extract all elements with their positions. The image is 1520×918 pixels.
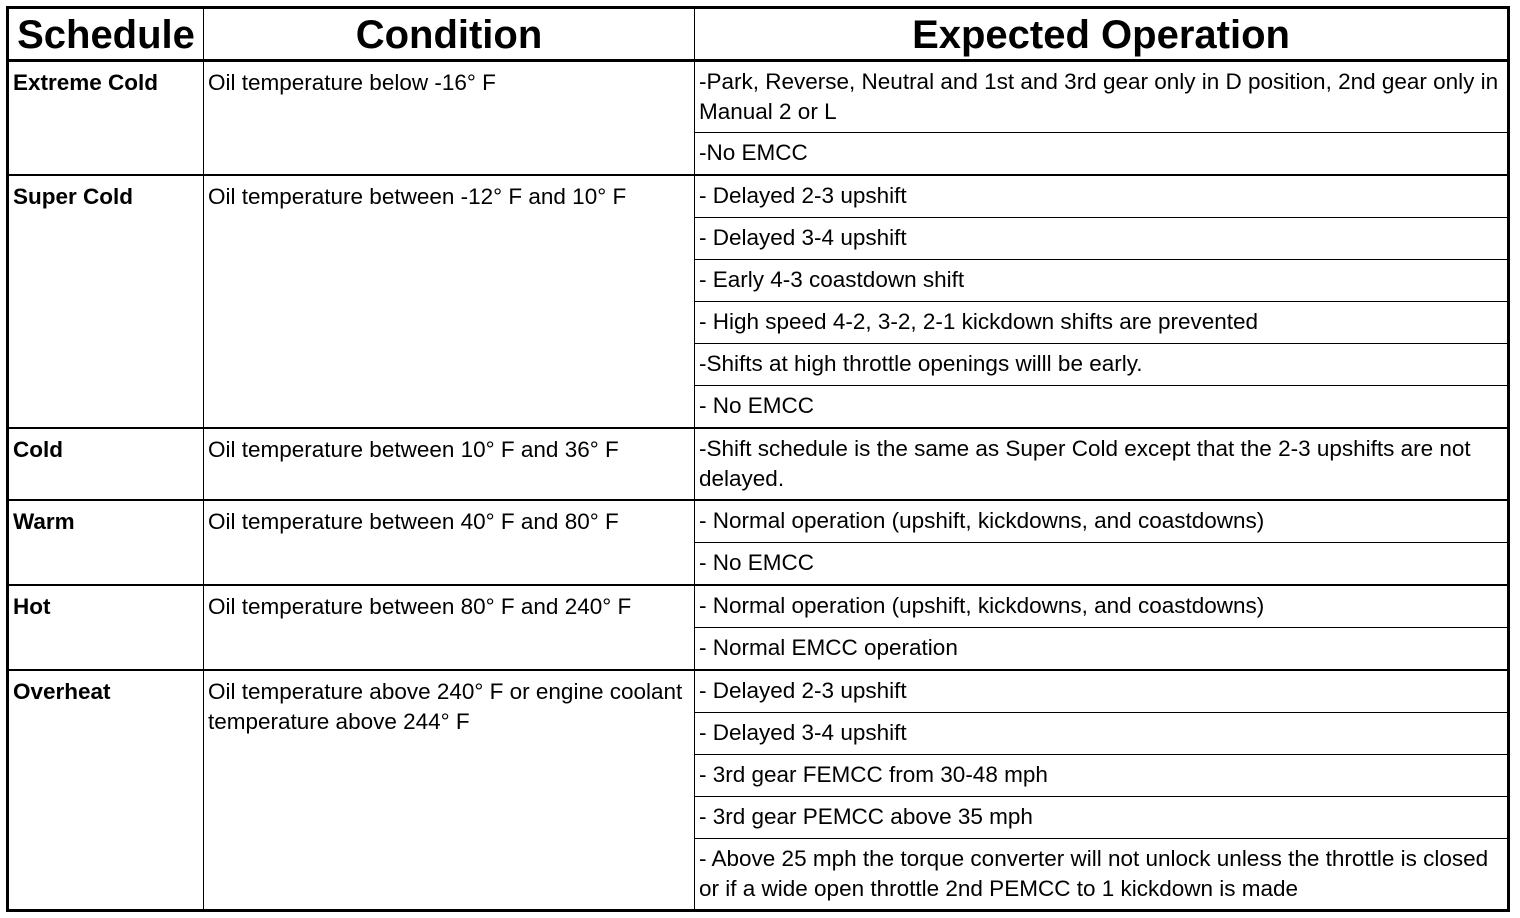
table-body bbox=[8, 61, 1509, 911]
header-schedule: Schedule bbox=[8, 8, 204, 61]
expected-operation-cell: -Park, Reverse, Neutral and 1st and 3rd gear only in D position, 2nd gear only in Manual 2 or L bbox=[695, 61, 1509, 133]
condition-cell: Oil temperature below -16° F bbox=[204, 61, 695, 176]
condition-cell: Oil temperature between 10° F and 36° F bbox=[204, 428, 695, 500]
expected-operation-cell: - Early 4-3 coastdown shift bbox=[695, 260, 1509, 302]
table-row bbox=[8, 428, 1509, 500]
condition-cell: Oil temperature above 240° F or engine coolant temperature above 244° F bbox=[204, 670, 695, 911]
schedule-cell: Super Cold bbox=[8, 175, 204, 428]
expected-operation-cell: - Normal operation (upshift, kickdowns, and coastdowns) bbox=[695, 500, 1509, 543]
expected-operation-cell: - Delayed 3-4 upshift bbox=[695, 218, 1509, 260]
header-condition: Condition bbox=[204, 8, 695, 61]
condition-cell: Oil temperature between -12° F and 10° F bbox=[204, 175, 695, 428]
schedule-cell: Overheat bbox=[8, 670, 204, 911]
expected-operation-cell: - 3rd gear PEMCC above 35 mph bbox=[695, 797, 1509, 839]
table-row bbox=[8, 175, 1509, 218]
expected-operation-cell: - High speed 4-2, 3-2, 2-1 kickdown shifts are prevented bbox=[695, 302, 1509, 344]
expected-operation-cell: - Delayed 2-3 upshift bbox=[695, 670, 1509, 713]
schedule-cell: Extreme Cold bbox=[8, 61, 204, 176]
schedule-cell: Warm bbox=[8, 500, 204, 585]
expected-operation-cell: - Normal operation (upshift, kickdowns, and coastdowns) bbox=[695, 585, 1509, 628]
expected-operation-cell: -No EMCC bbox=[695, 133, 1509, 176]
expected-operation-cell: -Shifts at high throttle openings willl be early. bbox=[695, 344, 1509, 386]
schedule-cell: Hot bbox=[8, 585, 204, 670]
expected-operation-cell: - 3rd gear FEMCC from 30-48 mph bbox=[695, 755, 1509, 797]
table-row bbox=[8, 500, 1509, 543]
expected-operation-cell: - Above 25 mph the torque converter will not unlock unless the throttle is closed or if a wide open throttle 2nd PEMCC to 1 kickdown is made bbox=[695, 839, 1509, 911]
condition-cell: Oil temperature between 40° F and 80° F bbox=[204, 500, 695, 585]
schedule-cell: Cold bbox=[8, 428, 204, 500]
table-row bbox=[8, 61, 1509, 133]
header-expected-operation: Expected Operation bbox=[695, 8, 1509, 61]
table-row bbox=[8, 585, 1509, 628]
expected-operation-cell: - Delayed 2-3 upshift bbox=[695, 175, 1509, 218]
condition-cell: Oil temperature between 80° F and 240° F bbox=[204, 585, 695, 670]
expected-operation-cell: - No EMCC bbox=[695, 386, 1509, 429]
expected-operation-cell: -Shift schedule is the same as Super Cold except that the 2-3 upshifts are not delayed. bbox=[695, 428, 1509, 500]
expected-operation-cell: - Normal EMCC operation bbox=[695, 628, 1509, 671]
expected-operation-cell: - No EMCC bbox=[695, 543, 1509, 586]
shift-schedule-table bbox=[6, 6, 1510, 912]
table-row bbox=[8, 670, 1509, 713]
header-row bbox=[8, 8, 1509, 61]
expected-operation-cell: - Delayed 3-4 upshift bbox=[695, 713, 1509, 755]
